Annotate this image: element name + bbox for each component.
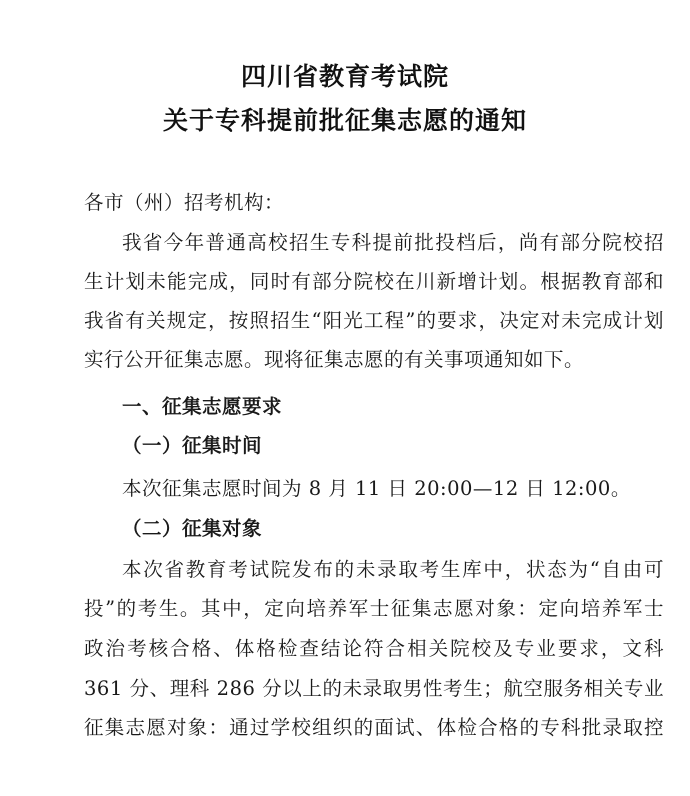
paragraph-1-line: 实行公开征集志愿。现将征集志愿的有关事项通知如下。 (84, 348, 585, 371)
document-title-line-1: 四川省教育考试院 (240, 62, 449, 91)
paragraph-2-line: 361 分、理科 286 分以上的未录取男性考生；航空服务相关专业 (84, 677, 664, 700)
section-1-heading: 一、征集志愿要求 (122, 395, 283, 418)
subsection-1-heading: （一）征集时间 (122, 434, 263, 457)
paragraph-1-line: 生计划未能完成，同时有部分院校在川新增计划。根据教育部和 (84, 270, 664, 293)
paragraph-2-line: 投”的考生。其中，定向培养军士征集志愿对象：定向培养军士 (84, 597, 664, 620)
paragraph-2-line: 本次省教育考试院发布的未录取考生库中，状态为“自由可 (122, 558, 664, 581)
document-title-line-2: 关于专科提前批征集志愿的通知 (162, 106, 527, 135)
subsection-1-text: 本次征集志愿时间为 8 月 11 日 20:00—12 日 12:00。 (122, 477, 631, 500)
paragraph-2-line: 政治考核合格、体格检查结论符合相关院校及专业要求，文科 (84, 637, 664, 660)
paragraph-1-line: 我省今年普通高校招生专科提前批投档后，尚有部分院校招 (122, 231, 664, 254)
subsection-2-heading: （二）征集对象 (122, 517, 263, 540)
salutation: 各市（州）招考机构： (84, 191, 285, 214)
paragraph-2-line: 征集志愿对象：通过学校组织的面试、体检合格的专科批录取控 (84, 716, 664, 739)
paragraph-1-line: 我省有关规定，按照招生“阳光工程”的要求，决定对未完成计划 (84, 309, 664, 332)
